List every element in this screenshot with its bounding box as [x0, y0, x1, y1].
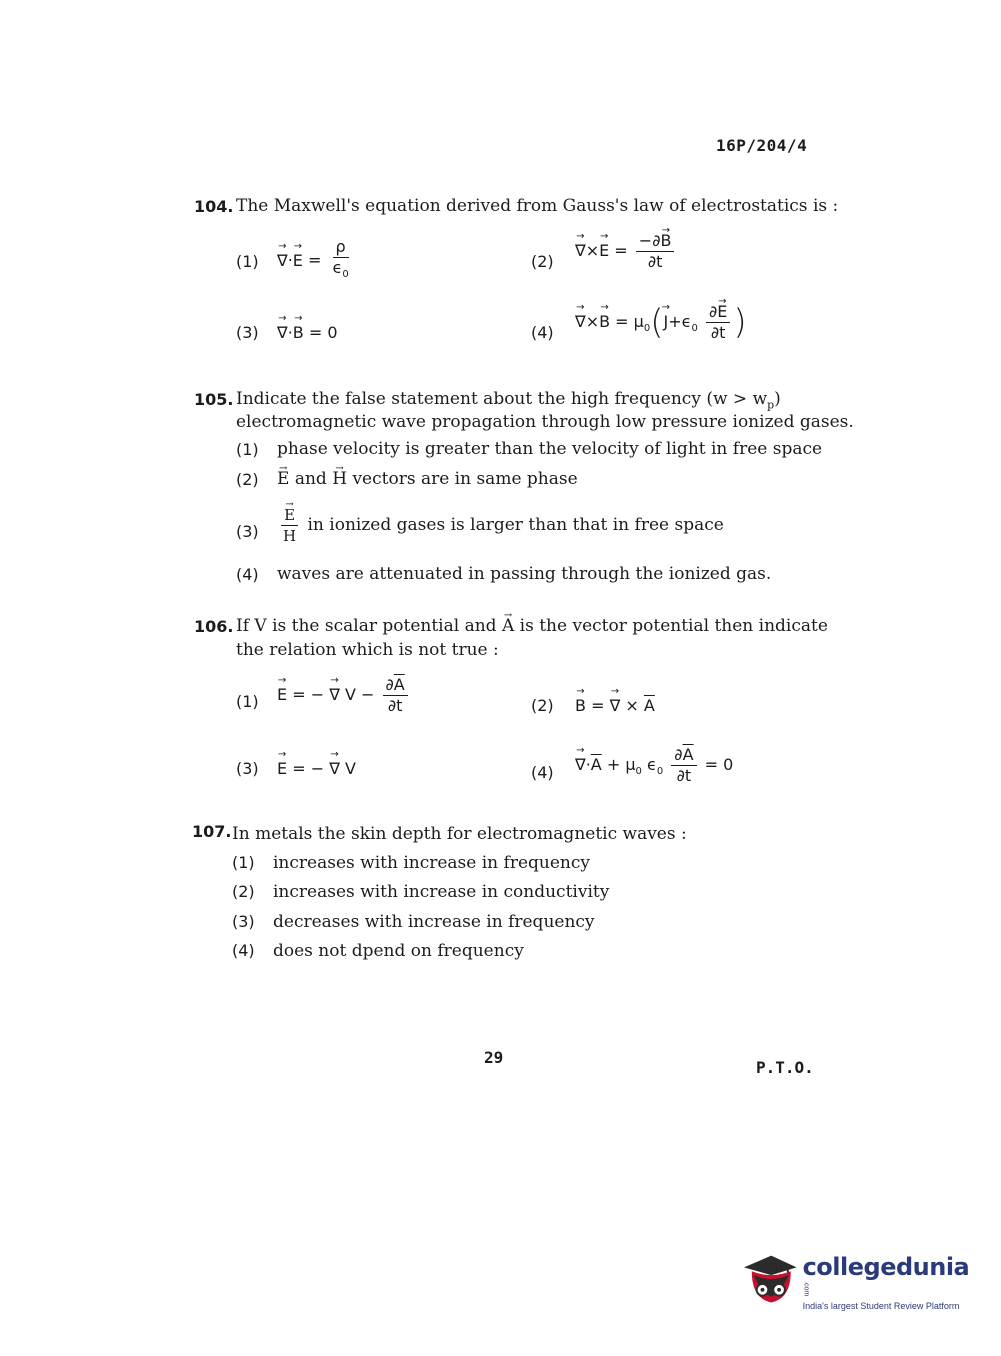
q107-option-2-number: (2) — [232, 882, 255, 901]
brand-name: collegedunia — [802, 1253, 970, 1282]
q105-option-2-number: (2) — [236, 470, 259, 489]
page-number: 29 — [484, 1048, 504, 1067]
q107-option-3-number: (3) — [232, 912, 255, 931]
pto-label: P.T.O. — [756, 1058, 814, 1077]
q106-option-1-formula: → E = − → ∇ V − $\frac{\partial\overline{A}}{\partial t}$ — [277, 676, 411, 715]
q105-option-4-text: waves are attenuated in passing through the ionized gas. — [277, 564, 772, 584]
q106-option-3-number: (3) — [236, 759, 259, 778]
q105-option-4-number: (4) — [236, 565, 259, 584]
q104-option-2-formula: → ∇×→ E = $\frac{-\partial\to B}{\partial t}$ — [575, 232, 677, 271]
q106-option-4-formula: → $\nabla\cdot\overline{A} + \mu_0$ $\epsilon_0$ $\frac{\partial\overline{A}}{\partial t}$ = 0 — [575, 746, 733, 785]
q106-option-2-formula: → B = → ∇ × $\overline{A}$ — [575, 696, 655, 715]
q105-option-2-text: → E and → H vectors are in same phase — [277, 467, 578, 491]
q107-option-1-number: (1) — [232, 853, 255, 872]
collegedunia-logo — [742, 1252, 972, 1312]
question-number-104: 104. — [194, 197, 234, 216]
q107-option-4-number: (4) — [232, 941, 255, 960]
q104-option-3-number: (3) — [236, 323, 259, 342]
q106-option-2-number: (2) — [531, 696, 554, 715]
question-text-104: The Maxwell's equation derived from Gauss's law of electrostatics is : — [236, 196, 839, 216]
q106-option-1-number: (1) — [236, 692, 259, 711]
question-number-107: 107. — [192, 822, 232, 841]
paper-code: 16P/204/4 — [716, 136, 808, 155]
q107-option-1-text: increases with increase in frequency — [273, 853, 590, 873]
question-text-106-line2: the relation which is not true : — [236, 640, 499, 660]
q104-option-4-number: (4) — [531, 323, 554, 342]
q104-option-2-number: (2) — [531, 252, 554, 271]
question-number-106: 106. — [194, 617, 234, 636]
q107-option-4-text: does not dpend on frequency — [273, 941, 524, 961]
question-text-105-line1: Indicate the false statement about the high frequency $(w > w_p)$ — [236, 389, 781, 412]
q104-option-1-number: (1) — [236, 252, 259, 271]
question-text-107: In metals the skin depth for electromagnetic waves : — [232, 824, 687, 844]
q104-option-4-formula: → ∇×→ $B = \mu_0(\to J+\epsilon_0$ $\frac{\partial\to E}{\partial t}$ ) — [575, 303, 747, 342]
brand-tagline: India's largest Student Review Platform — [802, 1300, 960, 1311]
q105-option-1-text: phase velocity is greater than the velocity of light in free space — [277, 439, 823, 459]
q107-option-3-text: decreases with increase in frequency — [273, 912, 595, 932]
q105-option-3-text: → $\frac{E}{H}$ in ionized gases is larger than that in free space — [277, 506, 724, 545]
q104-option-1-formula: → ∇·→ E = $\frac{\rho}{\epsilon_0}$ — [277, 238, 355, 284]
question-number-105: 105. — [194, 390, 234, 409]
q106-option-3-formula: → E = − → ∇ V — [277, 759, 356, 778]
q105-option-3-number: (3) — [236, 522, 259, 541]
question-text-106-line1: If V is the scalar potential and → A is the vector potential then indicate — [236, 614, 828, 638]
q106-option-4-number: (4) — [531, 763, 554, 782]
question-text-105-line2: electromagnetic wave propagation through low pressure ionized gases. — [236, 412, 854, 432]
q104-option-3-formula: → ∇·→ B = 0 — [277, 323, 338, 342]
brand-suffix: .com — [802, 1281, 810, 1297]
q105-option-1-number: (1) — [236, 440, 259, 459]
q107-option-2-text: increases with increase in conductivity — [273, 882, 610, 902]
mascot-icon — [742, 1253, 799, 1311]
